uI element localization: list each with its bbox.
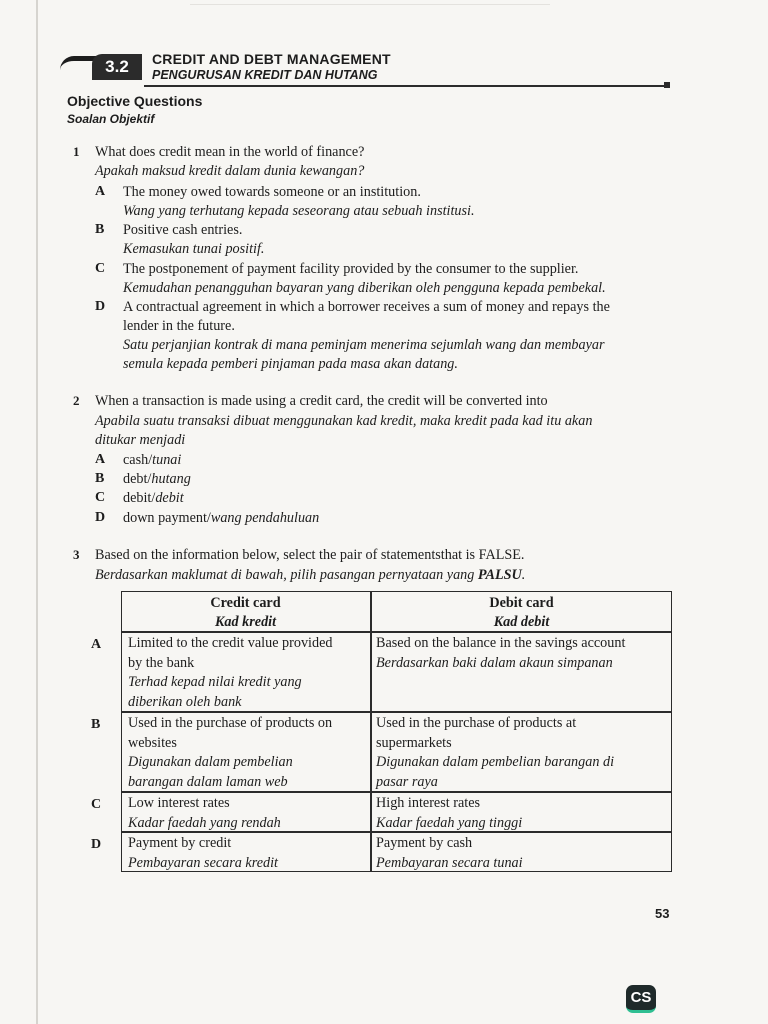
option-text: debt/hutang <box>123 471 191 487</box>
table-header-credit: Credit card Kad kredit <box>210 595 281 630</box>
option-letter: B <box>95 471 105 486</box>
page-number: 53 <box>655 906 670 921</box>
question-number: 1 <box>73 144 80 159</box>
question-text: What does credit mean in the world of finance? <box>95 144 365 160</box>
option-text-ms: semula kepada pemberi pinjaman pada masa akan datang. <box>123 356 458 372</box>
table-cell-debit: Payment by cash Pembayaran secara tunai <box>376 835 523 871</box>
table-row-letter: C <box>91 797 102 812</box>
question-text-ms: Apakah maksud kredit dalam dunia kewangan? <box>95 163 365 179</box>
section-divider-end <box>664 82 670 88</box>
option-text-ms: Wang yang terhutang kepada seseorang atau sebuah institusi. <box>123 203 475 219</box>
question-text: Based on the information below, select the pair of statementsthat is FALSE. <box>95 547 525 563</box>
question-number: 3 <box>73 547 80 562</box>
question-text: When a transaction is made using a credit card, the credit will be converted into <box>95 393 548 409</box>
section-divider <box>144 85 666 87</box>
table-cell-debit: Used in the purchase of products at supermarkets Digunakan dalam pembelian barangan di pasar raya <box>376 715 615 790</box>
option-text: Positive cash entries. <box>123 222 243 238</box>
question-text-ms: Berdasarkan maklumat di bawah, pilih pasangan pernyataan yang PALSU. <box>95 567 526 583</box>
section-number-badge: 3.2 <box>92 54 142 80</box>
option-letter: C <box>95 261 106 276</box>
option-text-ms: Satu perjanjian kontrak di mana peminjam menerima sejumlah wang dan membayar <box>123 337 605 353</box>
page-margin-shadow <box>36 0 38 1024</box>
table-row-letter: B <box>91 717 101 732</box>
option-text: lender in the future. <box>123 318 235 334</box>
option-letter: B <box>95 222 105 237</box>
table-cell-credit: Limited to the credit value provided by the bank Terhad kepad nilai kredit yang diberikan oleh bank <box>128 635 333 710</box>
table-cell-debit: High interest rates Kadar faedah yang tinggi <box>376 795 523 831</box>
question-text-ms: ditukar menjadi <box>95 432 186 448</box>
table-row-letter: D <box>91 837 102 852</box>
option-letter: D <box>95 510 106 525</box>
table-cell-debit: Based on the balance in the savings account Berdasarkan baki dalam akaun simpanan <box>376 635 626 671</box>
option-text-ms: Kemasukan tunai positif. <box>123 241 265 257</box>
option-text-ms: Kemudahan penangguhan bayaran yang diberikan oleh pengguna kepada pembekal. <box>123 280 606 296</box>
option-text: down payment/wang pendahuluan <box>123 510 320 526</box>
objective-questions-heading: Objective Questions <box>67 93 203 109</box>
table-row-letter: A <box>91 637 102 652</box>
question-number: 2 <box>73 393 80 408</box>
table-cell-credit: Low interest rates Kadar faedah yang rendah <box>128 795 281 831</box>
option-text: cash/tunai <box>123 452 182 468</box>
table-cell-credit: Payment by credit Pembayaran secara kredit <box>128 835 278 871</box>
page-top-edge <box>190 4 550 5</box>
table-header-debit: Debit card Kad debit <box>489 595 554 630</box>
objective-questions-subheading: Soalan Objektif <box>67 112 155 126</box>
camscanner-logo-icon: CS <box>626 985 656 1013</box>
option-letter: D <box>95 299 106 314</box>
section-subtitle: PENGURUSAN KREDIT DAN HUTANG <box>152 68 378 82</box>
option-text: The money owed towards someone or an institution. <box>123 184 421 200</box>
question-text-ms: Apabila suatu transaksi dibuat menggunakan kad kredit, maka kredit pada kad itu akan <box>95 413 593 429</box>
option-letter: A <box>95 452 106 467</box>
option-text: A contractual agreement in which a borrower receives a sum of money and repays the <box>123 299 610 315</box>
table-column-divider <box>370 591 372 872</box>
option-text: debit/debit <box>123 490 184 506</box>
option-letter: A <box>95 184 106 199</box>
option-text: The postponement of payment facility provided by the consumer to the supplier. <box>123 261 579 277</box>
section-title: CREDIT AND DEBT MANAGEMENT <box>152 51 391 67</box>
option-letter: C <box>95 490 106 505</box>
table-cell-credit: Used in the purchase of products on websites Digunakan dalam pembelian barangan dalam laman web <box>128 715 333 790</box>
